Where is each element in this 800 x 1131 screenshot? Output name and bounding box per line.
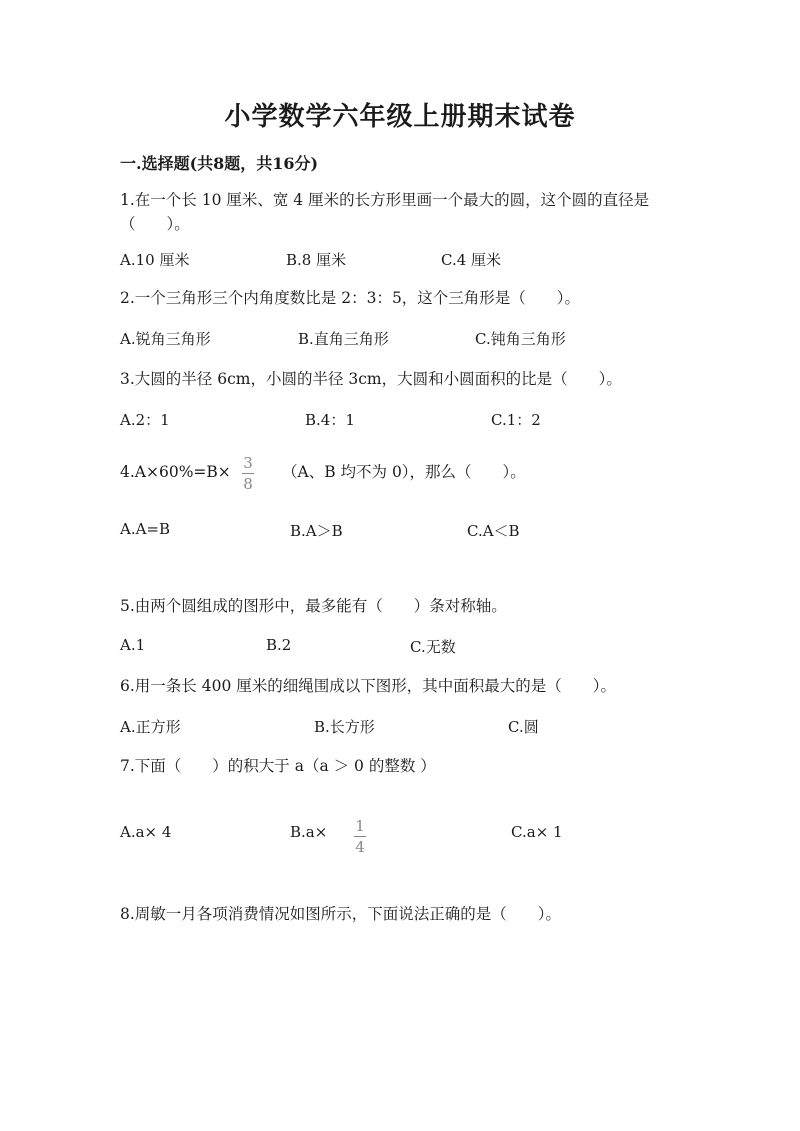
q1-option-a[interactable]: A.10 厘米 <box>120 251 190 269</box>
q4-option-b[interactable]: B.A＞B <box>290 522 343 540</box>
fraction-bar <box>242 473 254 474</box>
question-3-text: 3.大圆的半径 6cm，小圆的半径 3cm，大圆和小圆面积的比是（ ）。 <box>120 370 622 388</box>
q4-option-a[interactable]: A.A=B <box>120 520 171 538</box>
question-4-text-cont: （A、B 均不为 0），那么（ ）。 <box>282 463 526 481</box>
q6-option-a[interactable]: A.正方形 <box>120 718 181 736</box>
q5-option-c[interactable]: C.无数 <box>410 638 456 656</box>
q7-option-c[interactable]: C.a× 1 <box>511 823 563 841</box>
question-2-text: 2.一个三角形三个内角度数比是 2：3：5，这个三角形是（ ）。 <box>120 289 581 307</box>
question-1-text-cont: （ ）。 <box>120 215 190 233</box>
fraction-numerator: 1 <box>355 817 365 835</box>
q3-option-a[interactable]: A.2：1 <box>120 411 170 429</box>
fraction-3-8 <box>242 455 254 492</box>
q7-option-a[interactable]: A.a× 4 <box>120 823 172 841</box>
fraction-numerator: 3 <box>243 454 253 472</box>
q6-option-c[interactable]: C.圆 <box>508 718 539 736</box>
question-1-text: 1.在一个长 10 厘米、宽 4 厘米的长方形里画一个最大的圆，这个圆的直径是 <box>120 191 650 209</box>
q4-option-c[interactable]: C.A＜B <box>467 522 520 540</box>
fraction-bar <box>354 836 366 837</box>
q2-option-c[interactable]: C.钝角三角形 <box>475 330 566 348</box>
question-7-text: 7.下面（ ）的积大于 a（a ＞ 0 的整数 ） <box>120 757 436 775</box>
q3-option-c[interactable]: C.1：2 <box>491 411 541 429</box>
question-1 <box>120 188 649 236</box>
q1-option-c[interactable]: C.4 厘米 <box>441 251 502 269</box>
q5-option-a[interactable]: A.1 <box>120 636 146 654</box>
question-4-text: 4.A×60%=B× <box>120 463 231 481</box>
fraction-denominator: 8 <box>243 475 253 493</box>
page-title: 小学数学六年级上册期末试卷 <box>224 102 576 132</box>
q5-option-b[interactable]: B.2 <box>266 636 292 654</box>
q2-option-a[interactable]: A.锐角三角形 <box>120 330 211 348</box>
section-heading: 一.选择题(共8题，共16分) <box>120 154 319 173</box>
q6-option-b[interactable]: B.长方形 <box>314 718 375 736</box>
q1-option-b[interactable]: B.8 厘米 <box>286 251 347 269</box>
fraction-1-4 <box>354 818 366 855</box>
q3-option-b[interactable]: B.4：1 <box>305 411 355 429</box>
q2-option-b[interactable]: B.直角三角形 <box>298 330 389 348</box>
fraction-denominator: 4 <box>355 838 365 856</box>
q7-option-b[interactable]: B.a× <box>290 823 328 841</box>
question-8-text: 8.周敏一月各项消费情况如图所示，下面说法正确的是（ ）。 <box>120 905 562 923</box>
question-5-text: 5.由两个圆组成的图形中，最多能有（ ）条对称轴。 <box>120 597 507 615</box>
question-6-text: 6.用一条长 400 厘米的细绳围成以下图形，其中面积最大的是（ ）。 <box>120 677 616 695</box>
